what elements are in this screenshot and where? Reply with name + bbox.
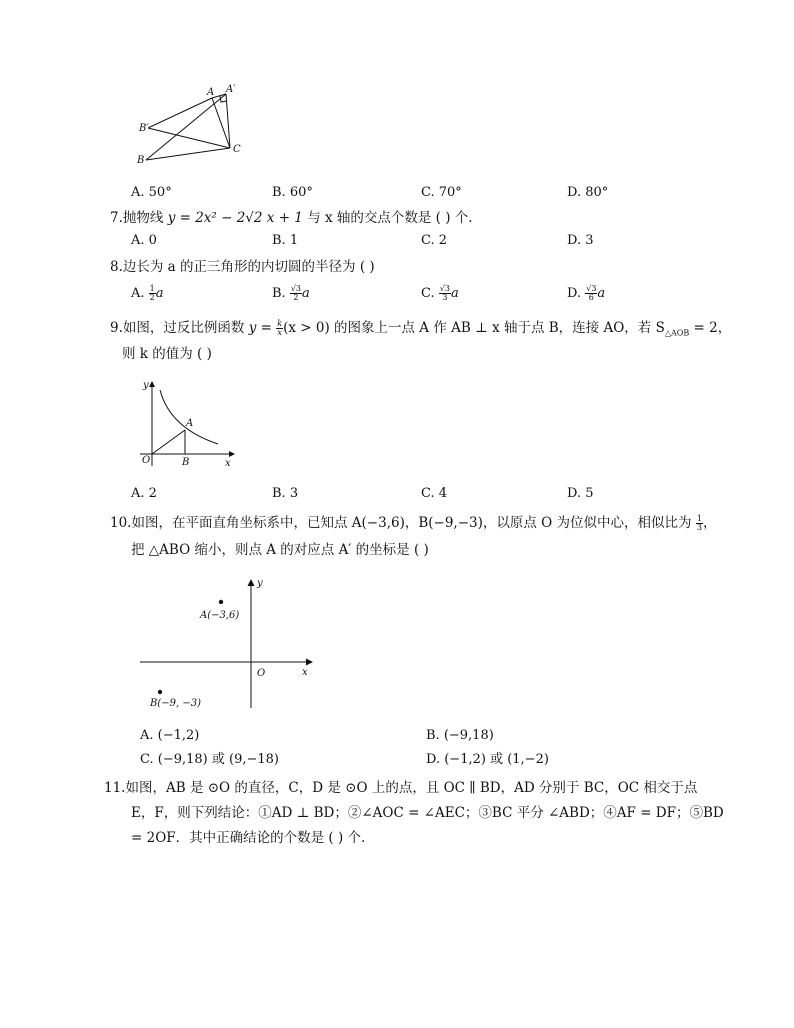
q9-label-b: B	[182, 457, 190, 468]
q11-stem-line2: E，F，则下列结论：①AD ⊥ BD；②∠AOC = ∠AEC；③BC 平分 ∠ABD；④AF = DF；⑤BD	[131, 805, 724, 821]
q10-label-y: y	[257, 578, 263, 589]
q7-suffix: 与 x 轴的交点个数是 ( ) 个.	[307, 210, 473, 226]
q6-label-c: C	[233, 144, 241, 155]
q7-option-b[interactable]: B. 1	[272, 233, 299, 248]
q9-label-x: x	[225, 458, 231, 469]
q6-label-b: B	[137, 155, 145, 166]
q9-figure	[130, 376, 250, 472]
q10-stem-line1: 10.如图，在平面直角坐标系中，已知点 A(−3,6)，B(−9,−3)，以原点 O 为位似中心，相似比为 $\frac{1}{3}$ ，	[110, 514, 717, 532]
q10-label-x: x	[302, 667, 308, 678]
q7-stem	[110, 209, 473, 227]
q8-option-a[interactable]: A. $\frac{1}{2}$ a	[131, 284, 164, 302]
q9-option-b[interactable]: B. 3	[272, 486, 299, 501]
q6-label-b-prime: B′	[139, 123, 149, 134]
q6-label-a-prime: A′	[226, 84, 236, 95]
q6-option-a[interactable]: A. 50°	[131, 185, 172, 200]
q10-figure	[140, 576, 330, 716]
q8-option-d[interactable]: D. $\frac{√3}{6}$ a	[567, 284, 606, 302]
q8-text: 边长为 a 的正三角形的内切圆的半径为 ( )	[122, 259, 375, 275]
q8-option-b[interactable]: B. $\frac{√3}{2}$ a	[272, 284, 310, 302]
q9-stem-line1: 9.如图，过反比例函数 y = $\frac{k}{x}$ (x > 0) 的图象上一点 A 作 AB ⊥ x 轴于点 B，连接 AO，若 $S_{\triangle AOB} = 2$，	[110, 319, 732, 338]
q6-option-c[interactable]: C. 70°	[421, 185, 462, 200]
q10-label-a: A(−3,6)	[200, 610, 240, 621]
q7-prefix: 抛物线	[122, 210, 164, 226]
q6-label-a: A	[207, 87, 215, 98]
q8-stem	[110, 258, 375, 276]
q6-figure	[130, 84, 250, 168]
q9-label-y: y	[143, 380, 149, 391]
q10-point-a	[219, 600, 223, 604]
q11-stem-line3: = 2OF．其中正确结论的个数是 ( ) 个.	[131, 830, 366, 846]
q9-stem-line2: 则 k 的值为 ( )	[122, 346, 212, 362]
q7-option-a[interactable]: A. 0	[131, 233, 157, 248]
q7-number: 7.	[110, 210, 123, 226]
q9-option-c[interactable]: C. 4	[421, 486, 448, 501]
q10-option-c[interactable]: C. (−9,18) 或 (9,−18)	[140, 752, 279, 767]
q9-option-d[interactable]: D. 5	[567, 486, 594, 501]
q10-label-o: O	[257, 668, 266, 679]
q7-option-d[interactable]: D. 3	[567, 233, 594, 248]
q10-label-b: B(−9, −3)	[150, 698, 201, 709]
q6-option-b[interactable]: B. 60°	[272, 185, 313, 200]
q9-option-a[interactable]: A. 2	[131, 486, 157, 501]
q8-option-c[interactable]: C. $\frac{√3}{3}$ a	[421, 284, 459, 302]
q10-option-d[interactable]: D. (−1,2) 或 (1,−2)	[426, 752, 549, 767]
q6-option-d[interactable]: D. 80°	[567, 185, 609, 200]
q10-option-b[interactable]: B. (−9,18)	[426, 728, 494, 743]
q7-option-c[interactable]: C. 2	[421, 233, 448, 248]
q9-label-o: O	[142, 455, 151, 466]
q10-option-a[interactable]: A. (−1,2)	[140, 728, 200, 743]
q7-equation: y = 2x² − 2√2 x + 1	[167, 210, 303, 226]
q8-number: 8.	[110, 259, 123, 275]
q10-stem-line2: 把 △ABO 缩小，则点 A 的对应点 A′ 的坐标是 ( )	[131, 542, 429, 558]
q11-stem-line1: 11.如图，AB 是 ⊙O 的直径，C，D 是 ⊙O 上的点，且 OC ∥ BD，AD 分别于 BC，OC 相交于点	[104, 780, 698, 796]
q9-label-a: A	[186, 418, 194, 429]
q10-point-b	[158, 690, 162, 694]
